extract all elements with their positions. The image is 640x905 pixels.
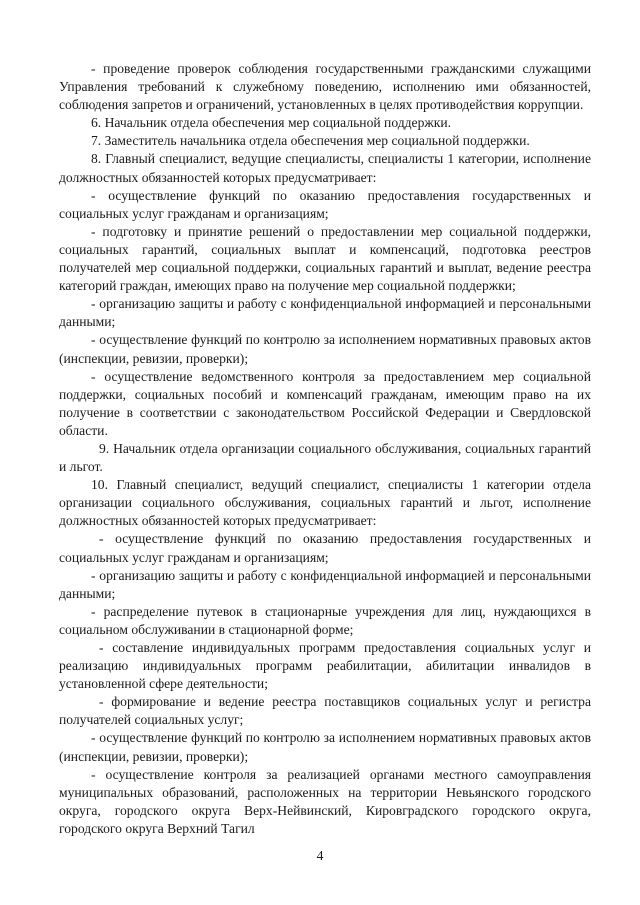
paragraph-item-7: 7. Заместитель начальника отдела обеспечения мер социальной поддержки. (91, 133, 530, 149)
list-item: - осуществление функций по контролю за исполнением нормативных правовых актов (инспекции, ревизии, проверки); (59, 332, 591, 366)
list-item: - осуществление функций по контролю за исполнением нормативных правовых актов (инспекции, ревизии, проверки); (59, 730, 591, 764)
list-item: - осуществление функций по оказанию предоставления государственных и социальных услуг гражданам и организациям; (59, 187, 591, 221)
list-item: - организацию защиты и работу с конфиденциальной информацией и персональными данными; (59, 567, 591, 601)
list-item: - формирование и ведение реестра поставщиков социальных услуг и регистра получателей социальных услуг; (59, 694, 591, 728)
list-item: - осуществление функций по оказанию предоставления государственных и социальных услуг гражданам и организациям; (59, 531, 591, 565)
paragraph-item-10: 10. Главный специалист, ведущий специалист, специалисты 1 категории отдела организации социального обслуживания, социальных гарантий и льгот, исполнение должностных обязанностей которых предусматривает: (59, 477, 591, 529)
paragraph-item-9: 9. Начальник отдела организации социального обслуживания, социальных гарантий и льгот. (59, 440, 591, 475)
page-number: 4 (316, 848, 324, 863)
list-item: - распределение путевок в стационарные учреждения для лиц, нуждающихся в социальном обслуживании в стационарной форме; (59, 603, 591, 637)
paragraph-item-6: 6. Начальник отдела обеспечения мер социальной поддержки. (91, 115, 452, 131)
list-item: - осуществление ведомственного контроля за предоставлением мер социальной поддержки, социальных пособий и компенсаций гражданам, имеющим право на их получение в соответствии с законодательством Российской Федерации и Свердловской области. (59, 368, 591, 438)
list-item: - подготовку и принятие решений о предоставлении мер социальной поддержки, социальных гарантий, социальных выплат и компенсаций, подготовка реестров получателей мер социальной поддержки, социальных гарантий и выплат, ведение реестра категорий граждан, имеющих право на получение мер социальной поддержки; (59, 223, 591, 294)
document-body (59, 60, 591, 838)
list-item: - организацию защиты и работу с конфиденциальной информацией и персональными данными; (59, 296, 591, 330)
list-item: - осуществление контроля за реализацией органами местного самоуправления муниципальных образований, расположенных на территории Невьянского городского округа, городского округа Верх-Нейвинский, Кировградского городского округа, городского округа Верхний Тагил (59, 766, 591, 836)
paragraph-inspections: - проведение проверок соблюдения государственными гражданскими служащими Управления требований к служебному поведению, исполнению ими обязанностей, соблюдения запретов и ограничений, установленных в целях противодействия коррупции. (59, 61, 591, 113)
paragraph-item-8: 8. Главный специалист, ведущие специалисты, специалисты 1 категории, исполнение должностных обязанностей которых предусматривает: (59, 151, 591, 185)
list-item: - составление индивидуальных программ предоставления социальных услуг и реализацию индивидуальных программ реабилитации, абилитации инвалидов в установленной сфере деятельности; (59, 640, 591, 692)
